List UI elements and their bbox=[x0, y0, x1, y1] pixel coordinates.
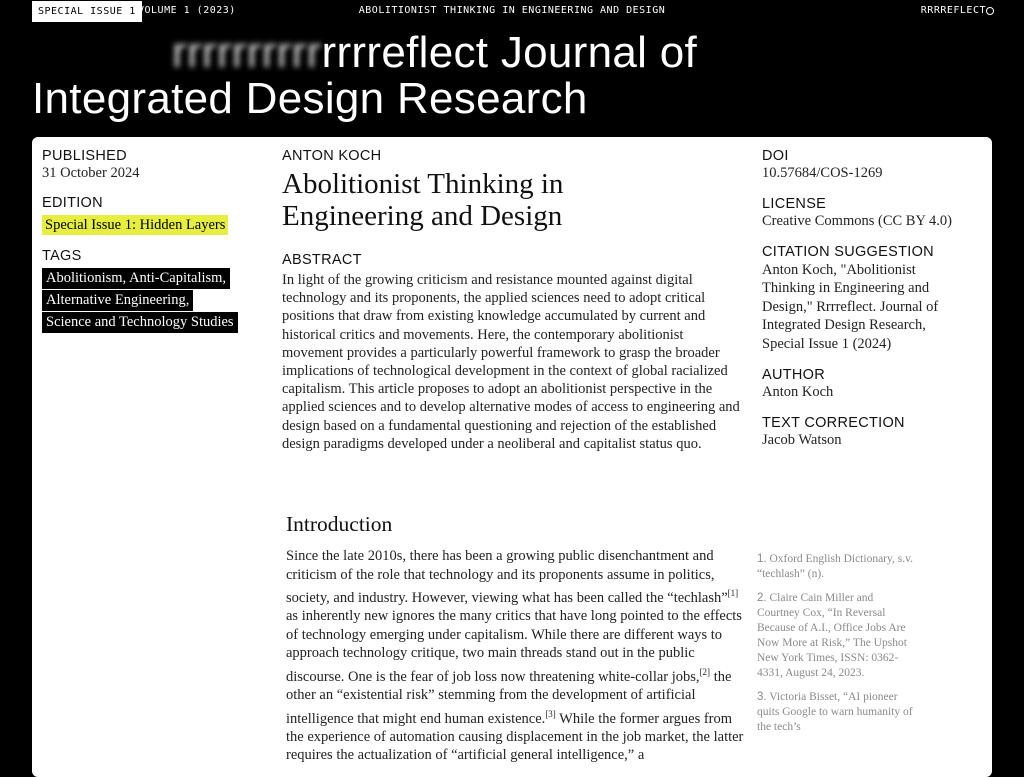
footnote-ref-1[interactable]: [1] bbox=[727, 588, 739, 598]
tag-line[interactable]: Alternative Engineering, bbox=[42, 290, 193, 311]
article-author: ANTON KOCH bbox=[282, 148, 382, 164]
footnote bbox=[757, 552, 917, 582]
license-value[interactable]: Creative Commons (CC BY 4.0) bbox=[762, 213, 952, 229]
doi-value[interactable]: 10.57684/COS-1269 bbox=[762, 165, 883, 181]
article-title: Abolitionist Thinking in Engineering and Design bbox=[282, 168, 564, 232]
footnote-ref-3[interactable]: [3] bbox=[545, 708, 556, 719]
footnote-number: 3. bbox=[757, 691, 767, 703]
brand-link[interactable]: RRRREFLECT bbox=[920, 5, 986, 16]
top-bar bbox=[0, 0, 1024, 22]
author-value: Anton Koch bbox=[762, 384, 834, 401]
journal-title bbox=[32, 30, 992, 122]
edition-label: EDITION bbox=[42, 195, 103, 211]
footnote-text: Victoria Bisset, “AI pioneer quits Google to warn humanity of the tech’s bbox=[757, 691, 913, 733]
volume-link[interactable]: VOLUME 1 (2023) bbox=[138, 5, 236, 16]
text-correction-value: Jacob Watson bbox=[762, 432, 842, 449]
author-label: AUTHOR bbox=[762, 367, 826, 384]
footnote-ref-2[interactable]: [2] bbox=[699, 666, 711, 677]
footnote-number: 2. bbox=[757, 592, 767, 604]
edition-link[interactable]: Special Issue 1: Hidden Layers bbox=[42, 215, 228, 235]
issue-pill[interactable]: SPECIAL ISSUE 1 bbox=[32, 1, 142, 22]
intro-text: the other an “existential risk” stemming from the development of artificial intelligence that might end human existence. bbox=[286, 668, 732, 727]
introduction-paragraph bbox=[286, 547, 746, 765]
intro-text: as inherently new ignores the many critics that have long pointed to the effects of technology emerging under capitalism. While there are different ways to approach technology critique, two main threads stand out in the public discourse. One is the fear of job loss now threatening white-collar jobs, bbox=[286, 608, 742, 685]
published-date: 31 October 2024 bbox=[42, 165, 140, 181]
doi-label: DOI bbox=[762, 148, 789, 164]
introduction-section bbox=[286, 512, 746, 765]
footnotes bbox=[757, 552, 917, 744]
tag-line[interactable]: Abolitionism, Anti-Capitalism, bbox=[42, 268, 230, 289]
text-correction-label: TEXT CORRECTION bbox=[762, 415, 905, 432]
published-label: PUBLISHED bbox=[42, 148, 127, 164]
citation-text: Anton Koch, "Abolitionist Thinking in Engineering and Design," Rrrreflect. Journal of Integrated Design Research, Special Issue 1 (2024) bbox=[762, 262, 939, 352]
article-meta-right bbox=[762, 148, 977, 463]
footnote bbox=[757, 690, 917, 735]
circle-icon[interactable] bbox=[986, 7, 994, 15]
tags-label: TAGS bbox=[42, 248, 82, 264]
footnote-text: Oxford English Dictionary, s.v. “techlash” (n). bbox=[757, 553, 913, 580]
journal-title-part-1: rrrreflect Journal of bbox=[321, 28, 698, 77]
abstract-text: In light of the growing criticism and resistance mounted against digital technology and its proponents, the applied sciences need to adopt critical positions that draw from existing knowledge accumulated by current and historical critics and movements. Here, the contemporary abolitionist movement provides a particularly powerful framework to grasp the broader implications of technological development in the context of global racialized capitalism. This article proposes to adopt an abolitionist perspective in the applied sciences and to develop alternative modes of access to engineering and design based on a fundamental questioning and rejection of the established design paradigms developed under a neoliberal and capitalist status quo. bbox=[282, 272, 740, 452]
intro-text: While the former argues from the experience of automation causing displacement in the job market, the latter requires the actualization of “artificial general intelligence,” a bbox=[286, 710, 744, 764]
article-card bbox=[32, 137, 992, 777]
journal-title-part-2: Integrated Design Research bbox=[32, 74, 588, 123]
footnote-number: 1. bbox=[757, 553, 767, 565]
footnote bbox=[757, 591, 917, 681]
abstract-label: ABSTRACT bbox=[282, 252, 362, 268]
article-running-title: ABOLITIONIST THINKING IN ENGINEERING AND DESIGN bbox=[358, 5, 666, 16]
journal-title-blurred-prefix: rrrrrrrrrr bbox=[172, 28, 322, 77]
license-label: LICENSE bbox=[762, 196, 827, 212]
tag-line[interactable]: Science and Technology Studies bbox=[42, 312, 238, 333]
footnote-text: Claire Cain Miller and Courtney Cox, “In Reversal Because of A.I., Office Jobs Are Now More at Risk,” The Upshot New York Times, ISSN: 0362-4331, August 24, 2023. bbox=[757, 592, 907, 679]
tags-list bbox=[42, 268, 267, 334]
citation-label: CITATION SUGGESTION bbox=[762, 244, 934, 260]
intro-text: Since the late 2010s, there has been a growing public disenchantment and criticism of the role that technology and its proponents assume in politics, society, and industry. However, viewing what has been called the “techlash” bbox=[286, 548, 728, 606]
article-meta-left bbox=[42, 148, 267, 347]
introduction-heading: Introduction bbox=[286, 512, 393, 536]
article-main bbox=[282, 148, 742, 453]
